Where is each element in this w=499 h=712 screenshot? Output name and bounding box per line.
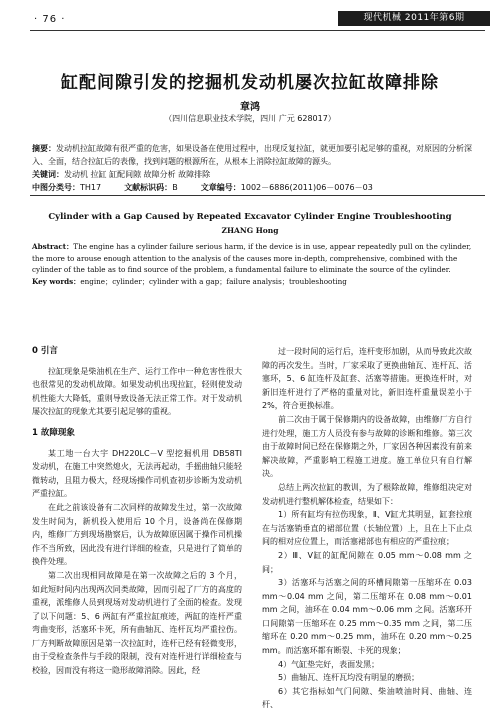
english-author: ZHANG Hong — [221, 226, 279, 235]
english-keywords-label: Key words： — [32, 276, 81, 286]
body-paragraph: 5）曲轴瓦、连杆瓦均没有明显的磨损； — [278, 673, 420, 683]
author-affiliation: （四川信息职业技术学院，四川 广元 628017） — [164, 114, 336, 123]
english-keywords-line — [32, 276, 472, 288]
body-paragraph: 4）气缸垫完好，表面发黑； — [278, 659, 380, 669]
body-paragraph: 过一段时间的运行后，连杆变形加剧，从而导致此次故障的再次发生。当时，厂家采取了更换曲轴瓦、连杆瓦、活塞环，5、6 缸连杆及缸套、活塞等措施。更换连杆时，对新旧连杆进行了严格的重量对比，新旧连杆重量误差小于 2%，符合更换标准。 — [262, 347, 472, 411]
section-heading: 0 引言 — [32, 346, 58, 356]
doc-code-value: B — [172, 183, 178, 192]
page-header — [0, 0, 499, 38]
abstract-paragraph — [32, 142, 472, 168]
body-paragraph: 前二次由于属于保修期内的设备故障，由维修厂方自行进行处理，施工方人员没有参与故障的诊断和维修。第三次由于故障时间已经在保修期之外，厂家因各种因素没有前来解决故障，严重影响工程施工进度。施工单位只有自行解决。 — [262, 414, 472, 479]
body-paragraph: 拉缸现象是柴油机在生产、运行工作中一种危害性很大也很常见的发动机故障。如果发动机出现拉缸，轻则使发动机性能大大降低，重则导致设备无法正常工作。对于发动机屡次拉缸的现象尤其要引起足够的重视。 — [32, 366, 242, 417]
article-title: 缸配间隙引发的挖掘机发动机屡次拉缸故障排除 — [61, 73, 439, 93]
body-paragraph: 第二次出现相同故障是在第一次故障之后的 3 个月，如此短时间内出现两次同类故障，因而引起了厂方的高度的重视，派维修人员到现场对发动机进行了全面的检查。发现了以下问题：5、6 两缸有严重拉缸痕迹，两缸的连杆严重弯曲变形，活塞环卡死，所有曲轴瓦、连杆瓦均严重拉伤。厂方判断故障原因是第一次拉缸时，连杆已经有轻微变形，由于受检查条件与手段的限制，没有对连杆进行详细检查与校验，因而没有将这一隐形故障消除。因此，经 — [32, 570, 242, 676]
abstract-rule — [30, 195, 485, 196]
body-paragraph: 2）Ⅲ、Ⅴ缸的缸配间隙在 0.05 mm～0.08 mm 之间； — [262, 550, 472, 574]
body-paragraph: 总结上两次拉缸的教训，为了根除故障，维修组决定对发动机进行整机解体检查，结果如下： — [262, 482, 472, 506]
clc-value: TH17 — [80, 183, 102, 192]
english-abstract-label: Abstract： — [32, 242, 74, 251]
keywords-label: 关键词： — [32, 170, 64, 179]
english-abstract — [32, 241, 472, 287]
abstract-label: 摘要： — [32, 144, 56, 153]
body-paragraph: 3）活塞环与活塞之间的环槽间隙第一压缩环在 0.03 mm～0.04 mm 之间，第二压缩环在 0.08 mm～0.01 mm 之间，油环在 0.04 mm～0.06 mm 之间。活塞环开口间隙第一压缩环在 0.25 mm～0.35 mm 之间，第二压缩环在 0.20 mm～0.25 mm，油环在 0.20 mm～0.25 mm。而活塞环都有断裂、卡死的现象； — [262, 578, 472, 656]
keywords-text: 发动机 拉缸 缸配间隙 故障分析 故障排除 — [64, 170, 211, 179]
english-abstract-paragraph — [32, 241, 472, 276]
header-rule — [30, 30, 485, 31]
body-paragraph: 6）其它指标如气门间隙、柴油喷油时间、曲轴、连杆、 — [262, 686, 472, 710]
english-keywords-text: engine；cylinder；cylinder with a gap；failure analysis；troubleshooting — [80, 276, 347, 286]
body-column-right — [262, 345, 472, 712]
author-name: 章鸿 — [240, 102, 260, 113]
chinese-abstract — [32, 142, 472, 194]
body-paragraph: 1）所有缸均有拉伤现象，Ⅱ、Ⅴ缸尤其明显，缸套拉痕在与活塞销垂直的裙部位置（长轴位置）上，且在上下止点间的相对应位置上，而活塞裙部也有相应的严重拉痕； — [262, 510, 472, 547]
article-no-value: 1002－6886(2011)06－0076－03 — [240, 183, 373, 192]
classification-line — [32, 181, 472, 194]
english-abstract-text: The engine has a cylinder failure serious harm, if the device is in use, appear repeatedly pull on the cylinder, the more to arouse enough attention to the analysis of the causes more in-depth, comprehensive, combined with the cylinder of the table as to find source of the problem, a fundamental failure to eliminate the source of the cylinder. — [32, 242, 472, 275]
abstract-text: 发动机拉缸故障有很严重的危害，如果设备在使用过程中，出现反复拉缸，就更加要引起足够的重视，对原因的分析深入、全面，结合拉缸后的表像，找到问题的根源所在，从根本上消除拉缸故障的源头。 — [32, 144, 472, 166]
body-paragraph: 在此之前该设备有二次同样的故障发生过，第一次故障发生时间为，新机投入使用后 10 个月，设备尚在保修期内，维修厂方到现场勘察后，认为故障原因属于操作司机操作不当所致，因此没有进行详细的检查，只是进行了简单的换件处理。 — [32, 502, 242, 567]
keywords-line — [32, 168, 472, 181]
page-number: · 76 · — [34, 14, 66, 25]
doc-code-label: 文献标识码： — [124, 183, 173, 192]
article-no-label: 文章编号： — [200, 183, 241, 192]
section-heading: 1 故障现象 — [32, 427, 75, 438]
body-paragraph: 某工地一台大宇 DH220LC－V 型挖掘机用 DB58TI 发动机，在施工中突然熄火，无法再起动，手摇曲轴只能轻微转动，且阻力极大，经现场操作司机查初步诊断为发动机严重拉缸。 — [32, 448, 242, 499]
journal-badge: 现代机械 2011年第6期 — [338, 11, 490, 26]
english-title: Cylinder with a Gap Caused by Repeated Excavator Cylinder Engine Troubleshooting — [48, 212, 452, 222]
clc-label: 中图分类号： — [32, 183, 80, 192]
body-column-left — [32, 345, 242, 678]
